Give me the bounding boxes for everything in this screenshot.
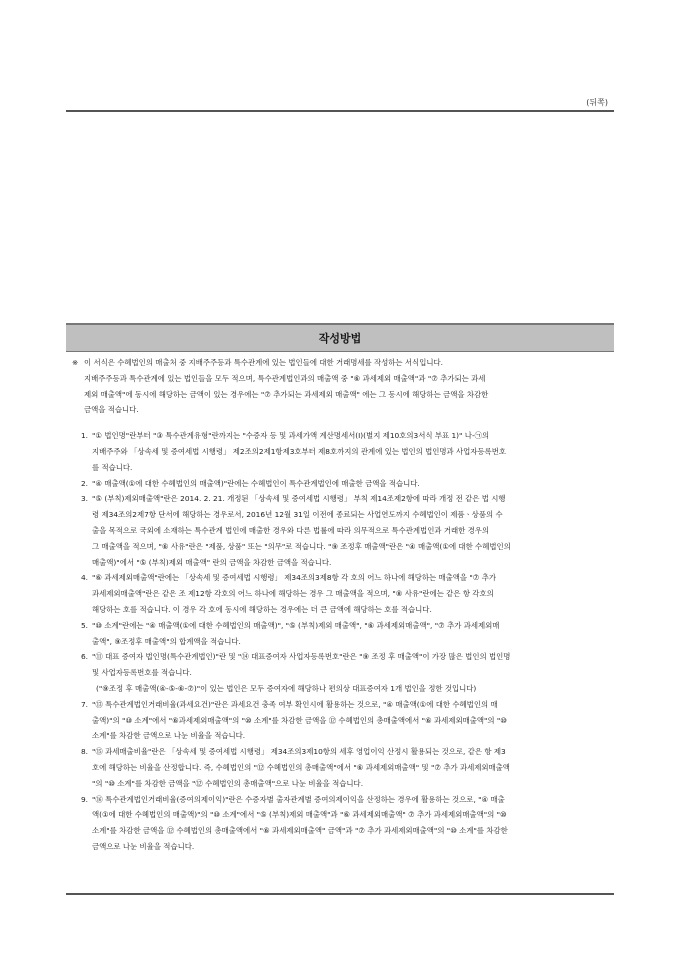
item-line: "⑩ 소계"란에는 "④ 매출액(①에 대한 수혜법인의 매출액)", "⑤ (부칙)제외 매출액", "⑥ 과세제외매출액", "⑦ 추가 과세제외매 <box>92 620 500 630</box>
note-line: 이 서식은 수혜법인의 매출처 중 지배주주등과 특수관계에 있는 법인들에 대한 거래명세를 작성하는 서식입니다. <box>84 358 443 367</box>
note-mark: ※ <box>72 358 79 367</box>
instruction-item-6 <box>66 649 614 696</box>
note-line: 금액을 적습니다. <box>84 405 139 415</box>
instruction-item-9 <box>66 792 614 855</box>
instruction-item-5 <box>66 618 614 650</box>
item-line: 해당하는 호를 적습니다. 이 경우 각 호에 동시에 해당하는 경우에는 더 큰 금액에 해당하는 호를 적습니다. <box>92 604 432 614</box>
item-number: 3. <box>80 494 88 504</box>
item-line: 출액)"의 "⑩ 소계"에서 "⑥과세제외매출액"의 "⑩ 소계"를 차감한 금액을 ⑫ 수혜법인의 총매출액에서 "⑥ 과세제외매출액"의 "⑩ <box>92 715 507 725</box>
item-line: "⑬ 특수관계법인거래비율(과세요건)"란은 과세요건 충족 여부 확인시에 활용하는 것으로, "④ 매출액(①에 대한 수혜법인의 매 <box>92 699 498 709</box>
item-number: 6. <box>80 652 88 662</box>
item-line: "① 법인명"란부터 "③ 특수관계유형"란까지는 "수증자 등 및 과세가액 계산명세서(Ⅰ)(별지 제10호의3서식 부표 1)" 나-㉠의 <box>92 431 490 441</box>
item-line: 출을 목적으로 국외에 소재하는 특수관계 법인에 매출한 경우와 다른 법률에 따라 의무적으로 특수관계법인과 거래한 경우의 <box>92 525 490 535</box>
item-line: "⑤ (부칙)제외매출액"란은 2014. 2. 21. 개정된 「상속세 및 증여세법 시행령」 부칙 제14조제2항에 따라 개정 전 같은 법 시행 <box>92 494 506 504</box>
item-text <box>92 744 614 791</box>
instruction-item-7 <box>66 697 614 744</box>
item-text <box>92 697 614 744</box>
item-number: 9. <box>80 794 88 804</box>
item-line: 소계"를 차감한 금액을 ⑫ 수혜법인의 총매출액에서 "⑥ 과세제외매출액" 금액"과 "⑦ 추가 과세제외매출액"의 "⑩ 소계"를 차감한 <box>92 826 508 836</box>
item-line: "의 "⑩ 소계"를 차감한 금액을 "⑫ 수혜법인의 총매출액"으로 나눈 비율을 적습니다. <box>92 778 364 788</box>
item-line: "⑮ 과세매출비율"란은 「상속세 및 증여세법 시행령」 제34조의3제10항의 세후 영업이익 산정시 활용되는 것으로, 같은 항 제3 <box>92 747 506 757</box>
item-line: "⑯ 특수관계법인거래비율(증여의제이익)"란은 수증자별 출자관계별 증여의제이익을 산정하는 경우에 활용하는 것으로, "④ 매출 <box>92 794 505 804</box>
item-line: 금액으로 나눈 비율을 적습니다. <box>92 841 195 851</box>
instruction-item-8 <box>66 744 614 791</box>
item-line: 를 적습니다. <box>92 462 133 472</box>
item-text <box>92 792 614 855</box>
note-line: 지배주주등과 특수관계에 있는 법인들을 모두 적으며, 특수관계법인과의 매출액 중 "⑥ 과세제외 매출액"과 "⑦ 추가되는 과세 <box>84 373 486 383</box>
item-number: 1. <box>80 431 88 441</box>
item-text <box>92 570 614 617</box>
general-note <box>66 355 614 418</box>
item-line: 매출액)"에서 "⑤ (부칙)제외 매출액" 란의 금액을 차감한 금액을 적습니다. <box>92 557 332 567</box>
item-line: 액(①에 대한 수혜법인의 매출액)"의 "⑩ 소계"에서 "⑤ (부칙)제외 매출액"과 "⑥ 과세제외매출액" ⑦ 추가 과세제외매출액"의 "⑩ <box>92 810 507 820</box>
item-text <box>92 618 614 650</box>
item-line: 령 제34조의2제7항 단서에 해당하는 경우로서, 2016년 12월 31일 이전에 종료되는 사업연도까지 수혜법인이 제품ㆍ상품의 수 <box>92 510 503 520</box>
bottom-rule <box>66 893 614 895</box>
item-text <box>92 428 614 475</box>
item-line: 과세제외매출액"란은 같은 조 제12항 각호의 어느 하나에 해당하는 경우 그 매출액을 적으며, "⑧ 사유"란에는 같은 항 각호의 <box>92 589 494 599</box>
item-line: 그 매출액을 적으며, "⑥ 사유"란은 "제품, 상품" 또는 "의무"로 적습니다. "⑨ 조정후 매출액"란은 "④ 매출액(①에 대한 수혜법인의 <box>92 541 511 551</box>
instruction-item-3 <box>66 491 614 570</box>
note-line: 제외 매출액"에 동시에 해당하는 금액이 있는 경우에는 "⑦ 추가되는 과세제외 매출액" 에는 그 동시에 해당하는 금액을 차감한 <box>84 389 489 399</box>
item-number: 4. <box>80 573 88 583</box>
item-line: 호에 해당하는 비율을 산정합니다. 즉, 수혜법인의 "⑫ 수혜법인의 총매출액"에서 "⑥ 과세제외매출액" 및 "⑦ 추가 과세제외매출액 <box>92 762 510 772</box>
item-line: 및 사업자등록번호를 적습니다. <box>92 668 192 678</box>
instruction-list <box>66 428 614 855</box>
item-line: "⑪ 대표 증여자 법인명(특수관계법인)"란 및 "⑭ 대표증여자 사업자등록번호"란은 "⑨ 조정 후 매출액"이 가장 많은 법인의 법인명 <box>92 652 511 662</box>
instructions-body <box>66 352 614 855</box>
item-line: "⑥ 과세제외매출액"란에는 「상속세 및 증여세법 시행령」 제34조의3제8항 각 호의 어느 하나에 해당하는 매출액을 "⑦ 추가 <box>92 573 497 583</box>
instruction-item-2 <box>66 476 614 492</box>
section-title: 작성방법 <box>66 323 614 352</box>
instructions-section <box>66 323 614 855</box>
item-number: 5. <box>80 620 88 630</box>
item-line: 출액", ⑨조정후 매출액"의 합계액을 적습니다. <box>92 636 241 646</box>
item-line: "④ 매출액(①에 대한 수혜법인의 매출액)"란에는 수혜법인이 특수관계법인에 매출한 금액을 적습니다. <box>92 478 420 488</box>
item-number: 7. <box>80 699 88 709</box>
top-rule <box>66 110 614 112</box>
instruction-item-4 <box>66 570 614 617</box>
item-line: 소계"를 차감한 금액으로 나눈 비율을 적습니다. <box>92 731 246 741</box>
item-line: 지배주주와 「상속세 및 증여세법 시행령」 제2조의2제1항제3호부터 제8호까지의 관계에 있는 법인의 법인명과 사업자등록번호 <box>92 446 506 456</box>
instruction-item-1 <box>66 428 614 475</box>
item-line: ("⑨조정 후 매출액(④-⑤-⑥-⑦)"이 있는 법인은 모두 증여자에 해당하나 편의상 대표증여자 1개 법인을 정한 것입니다) <box>96 683 477 693</box>
note-text <box>84 355 614 418</box>
item-number: 8. <box>80 747 88 757</box>
item-text <box>92 491 614 570</box>
page-side-label: (뒤쪽) <box>586 98 608 107</box>
item-number: 2. <box>80 478 88 488</box>
item-text <box>92 476 614 492</box>
item-text <box>92 649 614 696</box>
